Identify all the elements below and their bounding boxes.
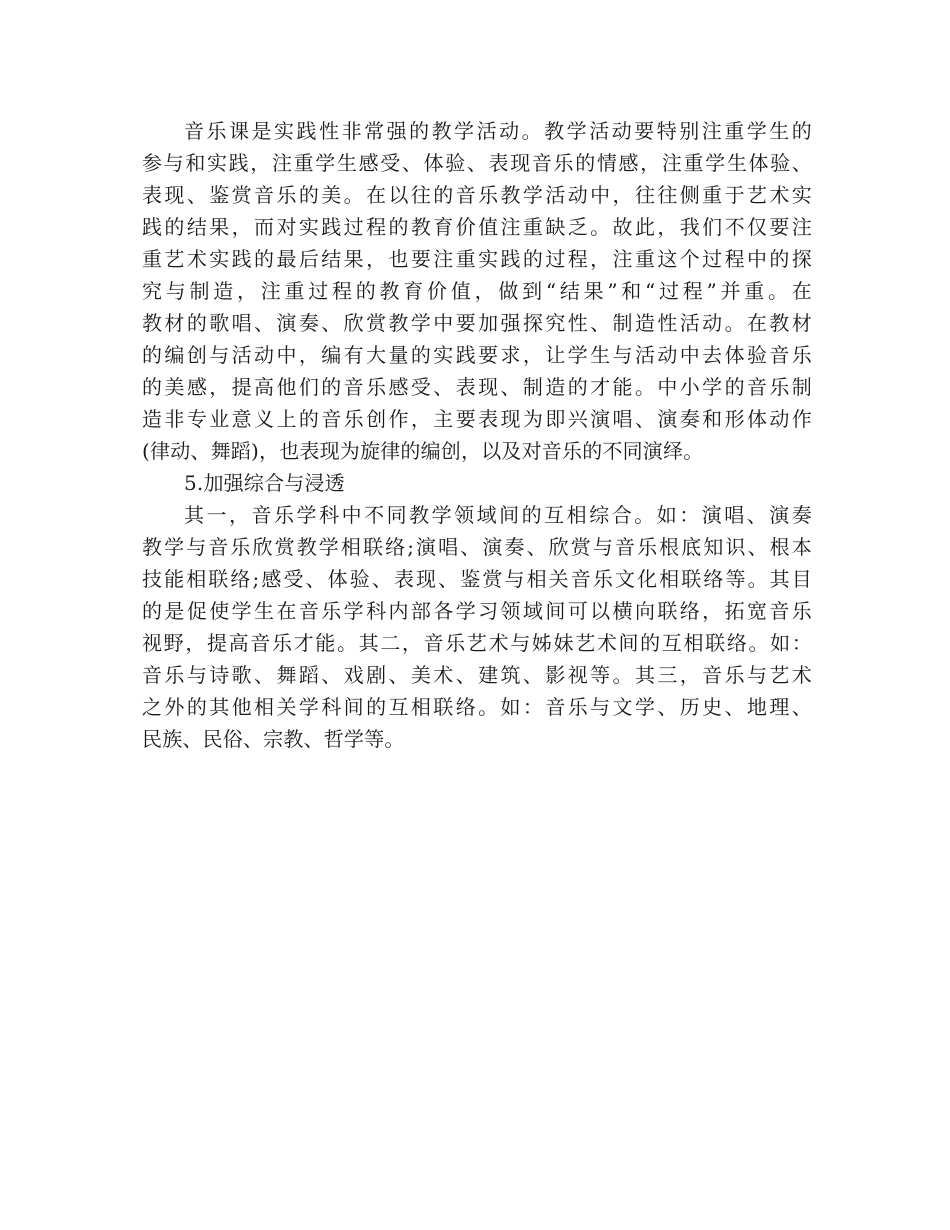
text-line: 教材的歌唱、演奏、欣赏教学中要加强探究性、制造性活动。在教材	[142, 311, 812, 335]
document-body	[142, 115, 812, 755]
text-line: 践的结果，而对实践过程的教育价值注重缺乏。故此，我们不仅要注	[142, 215, 812, 239]
heading-line: 5.加强综合与浸透	[184, 471, 345, 495]
text-line: 民族、民俗、宗教、哲学等。	[142, 727, 405, 751]
text-line: 重艺术实践的最后结果，也要注重实践的过程，注重这个过程中的探	[142, 247, 812, 271]
text-line: 教学与音乐欣赏教学相联络;演唱、演奏、欣赏与音乐根底知识、根本	[142, 535, 812, 559]
text-line: 造非专业意义上的音乐创作，主要表现为即兴演唱、演奏和形体动作	[142, 407, 812, 431]
text-line: 的美感，提高他们的音乐感受、表现、制造的才能。中小学的音乐制	[142, 375, 812, 399]
text-line: (律动、舞蹈)，也表现为旋律的编创，以及对音乐的不同演绎。	[142, 439, 704, 463]
text-line: 之外的其他相关学科间的互相联络。如：音乐与文学、历史、地理、	[142, 695, 812, 719]
paragraph-practice	[142, 115, 812, 467]
text-line: 技能相联络;感受、体验、表现、鉴赏与相关音乐文化相联络等。其目	[142, 567, 812, 591]
text-line: 究与制造，注重过程的教育价值，做到“结果”和“过程”并重。在	[142, 279, 812, 303]
text-line: 音乐课是实践性非常强的教学活动。教学活动要特别注重学生的	[184, 119, 812, 143]
text-line: 的是促使学生在音乐学科内部各学习领域间可以横向联络，拓宽音乐	[142, 599, 812, 623]
section-heading	[142, 467, 812, 499]
text-line: 参与和实践，注重学生感受、体验、表现音乐的情感，注重学生体验、	[142, 151, 812, 175]
paragraph-integration	[142, 499, 812, 755]
text-line: 表现、鉴赏音乐的美。在以往的音乐教学活动中，往往侧重于艺术实	[142, 183, 812, 207]
text-line: 视野，提高音乐才能。其二，音乐艺术与姊妹艺术间的互相联络。如：	[142, 631, 812, 655]
text-line: 的编创与活动中，编有大量的实践要求，让学生与活动中去体验音乐	[142, 343, 812, 367]
text-line: 音乐与诗歌、舞蹈、戏剧、美术、建筑、影视等。其三，音乐与艺术	[142, 663, 812, 687]
text-line: 其一，音乐学科中不同教学领域间的互相综合。如：演唱、演奏	[184, 503, 812, 527]
